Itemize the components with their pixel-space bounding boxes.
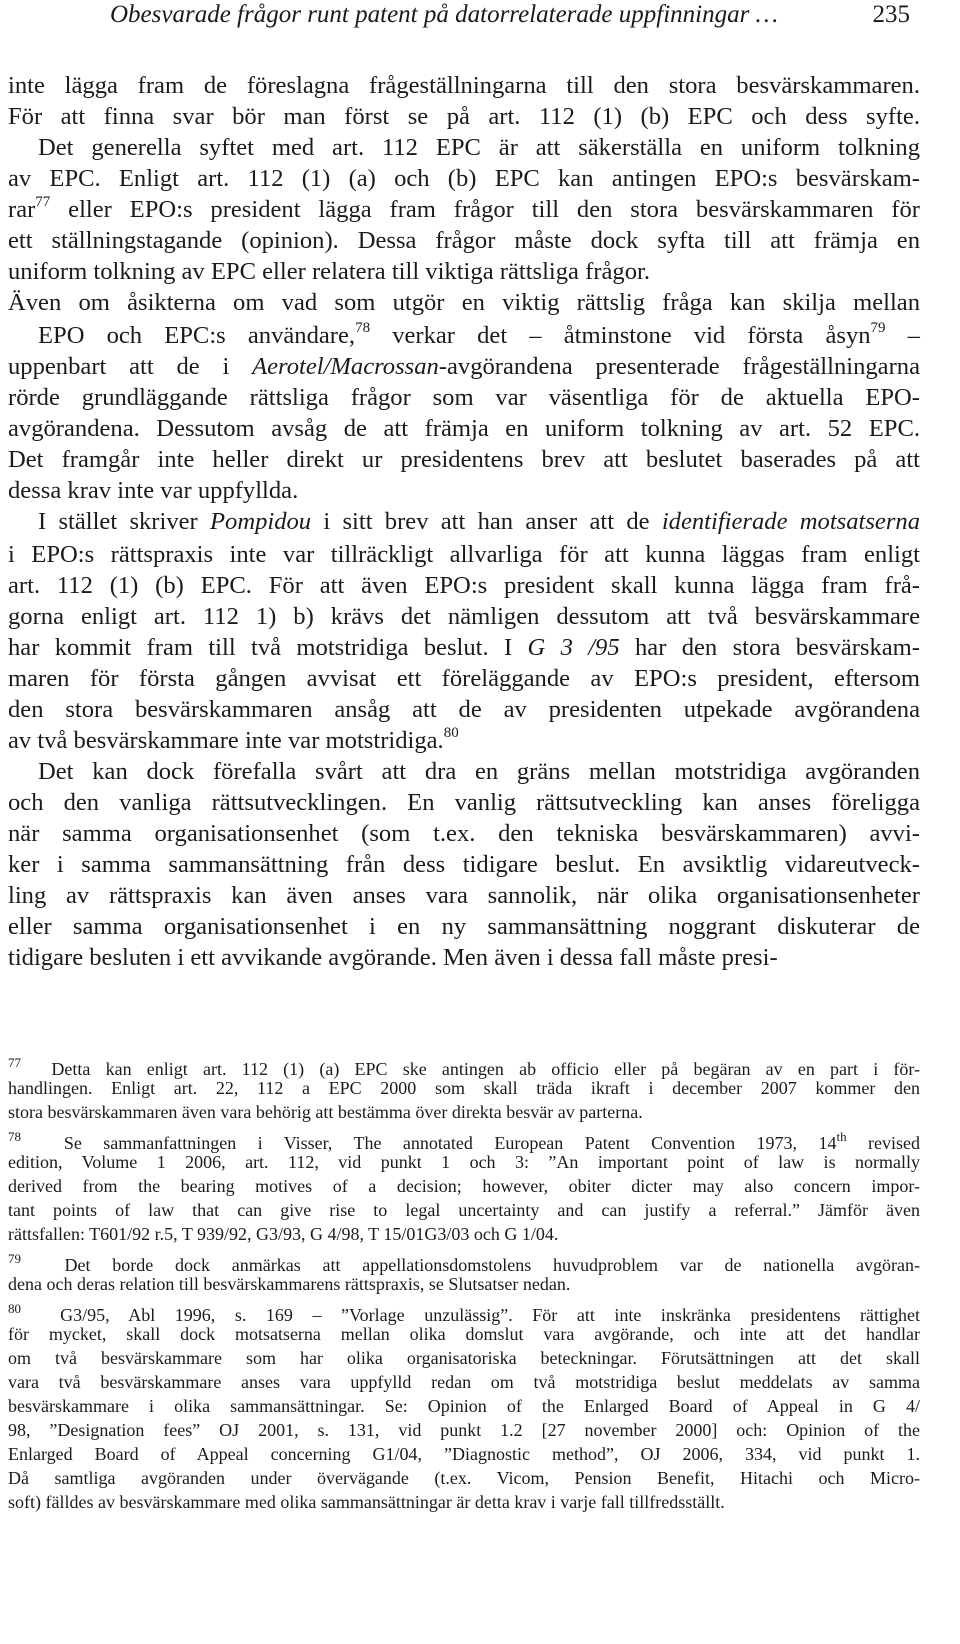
footnote-text: edition, Volume 1 2006, art. 112, vid punkt 1 och 3: ”An important point of law is normally <box>8 1152 920 1172</box>
line-text: I stället skriver <box>38 508 210 535</box>
footnote-text: besvärskammare i olika sammansättningar. Se: Opinion of the Enlarged Board of Appeal in G 4/ <box>8 1396 920 1416</box>
line-text: gorna enligt art. 112 1) b) krävs det nämligen dessutom att två besvärskammare <box>8 603 920 630</box>
body-line <box>8 445 920 475</box>
footnote-text: derived from the bearing motives of a decision; however, obiter dicter may also concern impor- <box>8 1176 920 1196</box>
line-text: i sitt brev att han anser att de <box>311 508 662 535</box>
body-line <box>8 195 920 225</box>
line-text: tidigare besluten i ett avvikande avgörande. Men även i dessa fall måste presi- <box>8 944 778 971</box>
footnote-line <box>8 1100 643 1124</box>
footnote-text: revised <box>846 1133 920 1153</box>
footnote-text: om två besvärskammare som har olika organisatoriska beteckningar. Förutsättningen att det skall <box>8 1348 920 1368</box>
footnote-text: Se sammanfattningen i Visser, The annotated European Patent Convention 1973, 14 <box>63 1133 837 1153</box>
body-line <box>8 257 650 287</box>
body-line <box>8 102 920 132</box>
line-text: eller EPO:s president lägga fram frågor till den stora besvärskammaren för <box>50 196 920 223</box>
italic-term: G 3 /95 <box>527 634 620 661</box>
footnote-text: Enlarged Board of Appeal concerning G1/04, ”Diagnostic method”, OJ 2006, 334, vid punkt 1. <box>8 1444 920 1464</box>
line-text: – <box>885 322 920 349</box>
body-line <box>38 321 920 351</box>
line-text: eller samma organisationsenhet i en ny sammansättning noggrant diskuterar de <box>8 913 920 940</box>
footnote-number: 79 <box>8 1251 21 1266</box>
line-text: Det framgår inte heller direkt ur presidentens brev att beslutet baserades på att <box>8 446 920 473</box>
body-line <box>38 757 920 787</box>
body-line <box>8 850 920 880</box>
line-text: den stora besvärskammaren ansåg att de av presidenten utpekade avgörandena <box>8 696 920 723</box>
line-text: art. 112 (1) (b) EPC. För att även EPO:s president skall kunna lägga fram frå- <box>8 572 920 599</box>
line-text: EPO och EPC:s användare, <box>38 322 356 349</box>
footnote-line <box>8 1222 558 1246</box>
footnote-line <box>8 1394 920 1418</box>
footnote-text: G3/95, Abl 1996, s. 169 – ”Vorlage unzulässig”. För att inte inskränka presidentens rättighet <box>60 1305 920 1325</box>
footnote-text: vara två besvärskammare anses vara uppfylld redan om två motstridiga beslut meddelats av samma <box>8 1372 920 1392</box>
footnote-line <box>8 1198 920 1222</box>
line-text: ling av rättspraxis kan även anses vara sannolik, när olika organisationsenheter <box>8 882 920 909</box>
line-text: rar <box>8 196 36 223</box>
footnote-number: 80 <box>8 1301 21 1316</box>
footnote-text: Det borde dock anmärkas att appellationsdomstolens huvudproblem var de nationella avgöran- <box>64 1255 921 1275</box>
footnote-number: 77 <box>8 1055 21 1070</box>
body-line <box>8 414 920 444</box>
body-line <box>8 788 920 818</box>
italic-term: Aerotel/Macrossan <box>252 353 439 380</box>
footnote-text: dena och deras relation till besvärskammarens rättspraxis, se Slutsatser nedan. <box>8 1274 571 1294</box>
body-line <box>8 881 920 911</box>
footnote-line <box>8 1174 920 1198</box>
line-text: har den stora besvärskam- <box>619 634 920 661</box>
superscript: th <box>836 1129 847 1144</box>
body-line <box>8 476 298 506</box>
body-line <box>8 226 920 256</box>
footnote-line <box>8 1370 920 1394</box>
footnote-number: 78 <box>8 1129 21 1144</box>
footnote-text: soft) fälldes av besvärskammare med olika sammansättningar är detta krav i varje fall tillfredsställt. <box>8 1492 725 1512</box>
line-text: uniform tolkning av EPC eller relatera till viktiga rättsliga frågor. <box>8 258 650 285</box>
line-text: dessa krav inte var uppfyllda. <box>8 477 299 504</box>
italic-term: Pompidou <box>210 508 312 535</box>
page-number: 235 <box>872 1 910 28</box>
footnote-line <box>8 1490 725 1514</box>
footnote-line <box>8 1442 920 1466</box>
footnote-line <box>8 1346 920 1370</box>
line-text: av två besvärskammare inte var motstridiga. <box>8 727 444 754</box>
body-line <box>8 383 920 413</box>
footnote-ref: 79 <box>870 319 886 336</box>
body-line <box>8 633 920 663</box>
footnote-text: för mycket, skall dock motsatserna mellan olika domslut vara avgörande, och inte att det handlar <box>8 1324 920 1344</box>
body-line <box>8 695 920 725</box>
body-line <box>8 726 459 756</box>
footnote-ref: 77 <box>35 193 51 210</box>
footnote-text: handlingen. Enligt art. 22, 112 a EPC 2000 som skall träda ikraft i december 2007 kommer den <box>8 1078 920 1098</box>
body-line <box>8 71 920 101</box>
running-head <box>110 0 910 34</box>
body-line <box>8 664 920 694</box>
line-text: och den vanliga rättsutvecklingen. En vanlig rättsutveckling kan anses föreligga <box>8 789 920 816</box>
footnote-line <box>8 1466 920 1490</box>
line-text: rörde grundläggande rättsliga frågor som var väsentliga för de aktuella EPO- <box>8 384 920 411</box>
body-line <box>38 133 920 163</box>
line-text: avgörandena. Dessutom avsåg de att främja en uniform tolkning av art. 52 EPC. <box>8 415 920 442</box>
line-text: uppenbart att de i <box>8 353 253 380</box>
line-text: av EPC. Enligt art. 112 (1) (a) och (b) EPC kan antingen EPO:s besvärskam- <box>8 165 920 192</box>
body-line <box>8 540 920 570</box>
body-line <box>8 602 920 632</box>
line-text: -avgörandena presenterade frågeställningarna <box>438 353 920 380</box>
line-text: ett ställningstagande (opinion). Dessa frågor måste dock syfta till att främja en <box>8 227 920 254</box>
body-line <box>8 352 920 382</box>
line-text: har kommit fram till två motstridiga beslut. I <box>8 634 528 661</box>
footnote-line <box>8 1076 920 1100</box>
line-text: maren för första gången avvisat ett föreläggande av EPO:s president, eftersom <box>8 665 920 692</box>
body-line <box>8 571 920 601</box>
body-line <box>8 912 920 942</box>
body-line <box>8 943 778 973</box>
footnote-text: tant points of law that can give rise to legal uncertainty and can justify a referral.” Jämför även <box>8 1200 920 1220</box>
footnote-line <box>8 1150 920 1174</box>
line-text: verkar det – åtminstone vid första åsyn <box>370 322 871 349</box>
footnote-ref: 78 <box>355 319 371 336</box>
footnote-line <box>8 1418 920 1442</box>
footnote-line <box>8 1322 920 1346</box>
footnote-text: 98, ”Designation fees” OJ 2001, s. 131, vid punkt 1.2 [27 november 2000] och: Opinion of the <box>8 1420 920 1440</box>
footnote-text: Då samtliga avgöranden under övervägande (t.ex. Vicom, Pension Benefit, Hitachi och Micro- <box>8 1468 920 1488</box>
line-text: Det kan dock förefalla svårt att dra en gräns mellan motstridiga avgöranden <box>38 758 920 785</box>
line-text: För att finna svar bör man först se på art. 112 (1) (b) EPC och dess syfte. <box>8 103 920 130</box>
footnote-line <box>8 1272 570 1296</box>
body-line <box>8 819 920 849</box>
italic-term: identifierade motsatserna <box>661 508 921 535</box>
line-text: i EPO:s rättspraxis inte var tillräckligt allvarliga för att kunna läggas fram enligt <box>8 541 920 568</box>
footnote-text: Detta kan enligt art. 112 (1) (a) EPC ske antingen ab officio eller på begäran av en part i för- <box>51 1059 921 1079</box>
line-text: ker i samma sammansättning från dess tidigare beslut. En avsiktlig vidareutveck- <box>8 851 920 878</box>
footnote-ref: 80 <box>443 724 459 741</box>
body-line <box>8 288 920 318</box>
body-line <box>38 507 920 537</box>
line-text: Även om åsikterna om vad som utgör en viktig rättslig fråga kan skilja mellan <box>8 289 920 316</box>
footnote-text: stora besvärskammaren även vara behörig att bestämma över direkta besvär av parterna. <box>8 1102 643 1122</box>
line-text: inte lägga fram de föreslagna frågeställningarna till den stora besvärskammaren. <box>8 72 920 99</box>
running-head-title: Obesvarade frågor runt patent på datorrelaterade uppfinningar … <box>110 1 778 28</box>
line-text: Det generella syftet med art. 112 EPC är att säkerställa en uniform tolkning <box>38 134 920 161</box>
body-line <box>8 164 920 194</box>
footnote-text: rättsfallen: T601/92 r.5, T 939/92, G3/93, G 4/98, T 15/01G3/03 och G 1/04. <box>8 1224 559 1244</box>
line-text: när samma organisationsenhet (som t.ex. den tekniska besvärskammaren) avvi- <box>8 820 920 847</box>
